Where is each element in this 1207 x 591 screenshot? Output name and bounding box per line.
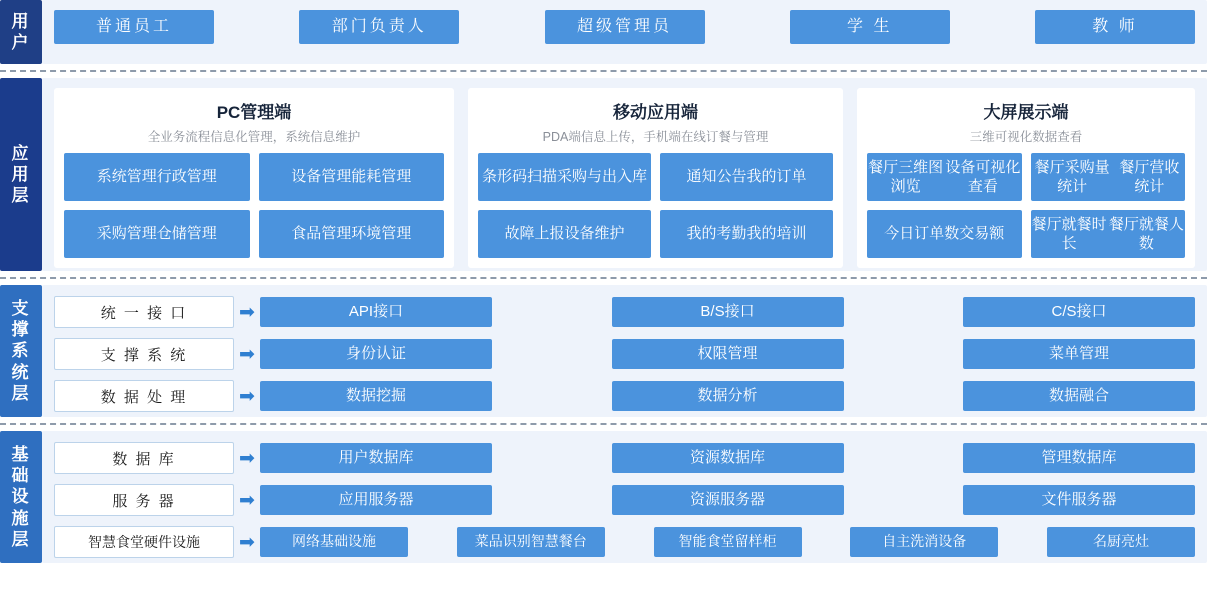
column-items bbox=[478, 153, 833, 258]
arrow-icon: ➡ bbox=[239, 301, 255, 323]
row-cells bbox=[260, 381, 1195, 411]
arrow-icon: ➡ bbox=[239, 343, 255, 365]
divider bbox=[0, 70, 1207, 72]
application-column-mobile bbox=[468, 88, 843, 268]
column-items bbox=[867, 153, 1185, 258]
infrastructure-cell[interactable]: 智能食堂留样柜 bbox=[654, 527, 802, 557]
row-head[interactable]: 统 一 接 口 bbox=[54, 296, 234, 328]
divider bbox=[0, 423, 1207, 425]
support-cell[interactable]: B/S接口 bbox=[612, 297, 844, 327]
app-feature-chip[interactable]: 我的考勤 我的培训 bbox=[660, 210, 833, 258]
user-role-chip[interactable]: 部门负责人 bbox=[299, 10, 459, 44]
row-head[interactable]: 数 据 库 bbox=[54, 442, 234, 474]
app-feature-chip[interactable]: 餐厅三维图浏览 设备可视化查看 bbox=[867, 153, 1022, 201]
support-band bbox=[0, 285, 1207, 417]
infrastructure-row bbox=[54, 526, 1195, 558]
app-feature-chip[interactable]: 设备管理 能耗管理 bbox=[259, 153, 445, 201]
user-band-label-text: 用户 bbox=[11, 11, 31, 52]
infrastructure-cell[interactable]: 自主洗消设备 bbox=[850, 527, 998, 557]
support-cell[interactable]: 身份认证 bbox=[260, 339, 492, 369]
infrastructure-cell[interactable]: 文件服务器 bbox=[963, 485, 1195, 515]
infrastructure-rows bbox=[42, 431, 1207, 569]
arrow-icon: ➡ bbox=[239, 447, 255, 469]
column-subtitle: 全业务流程信息化管理，系统信息维护 bbox=[147, 130, 361, 144]
user-band-label bbox=[0, 0, 42, 64]
support-cell[interactable]: 菜单管理 bbox=[963, 339, 1195, 369]
row-head[interactable]: 智慧食堂硬件设施 bbox=[54, 526, 234, 558]
row-cells bbox=[260, 339, 1195, 369]
support-band-label-text: 支撑系统层 bbox=[11, 298, 31, 403]
column-items bbox=[64, 153, 444, 258]
support-cell[interactable]: 数据挖掘 bbox=[260, 381, 492, 411]
user-role-chip[interactable]: 学 生 bbox=[790, 10, 950, 44]
column-title: 移动应用端 bbox=[613, 103, 698, 122]
application-band-label bbox=[0, 78, 42, 271]
application-band-label-text: 应用层 bbox=[11, 143, 31, 206]
app-feature-chip[interactable]: 条形码扫描 采购与出入库 bbox=[478, 153, 651, 201]
row-cells bbox=[260, 443, 1195, 473]
infrastructure-cell[interactable]: 名厨亮灶 bbox=[1047, 527, 1195, 557]
application-column-bigscreen bbox=[857, 88, 1195, 268]
infrastructure-cell[interactable]: 应用服务器 bbox=[260, 485, 492, 515]
support-cell[interactable]: 数据融合 bbox=[963, 381, 1195, 411]
support-rows bbox=[42, 285, 1207, 423]
infrastructure-cell[interactable]: 菜品识别智慧餐台 bbox=[457, 527, 605, 557]
row-cells bbox=[260, 527, 1195, 557]
infrastructure-row bbox=[54, 442, 1195, 474]
app-feature-chip[interactable]: 食品管理 环境管理 bbox=[259, 210, 445, 258]
column-subtitle: PDA端信息上传，手机端在线订餐与管理 bbox=[542, 130, 769, 144]
infrastructure-band bbox=[0, 431, 1207, 563]
app-feature-chip[interactable]: 故障上报 设备维护 bbox=[478, 210, 651, 258]
app-feature-chip[interactable]: 今日订单数 交易额 bbox=[867, 210, 1022, 258]
column-title: 大屏展示端 bbox=[983, 103, 1069, 122]
infrastructure-row bbox=[54, 484, 1195, 516]
app-feature-chip[interactable]: 通知公告 我的订单 bbox=[660, 153, 833, 201]
application-band-body bbox=[42, 78, 1207, 271]
arrow-icon: ➡ bbox=[239, 489, 255, 511]
column-subtitle: 三维可视化数据查看 bbox=[969, 130, 1083, 144]
row-head[interactable]: 服 务 器 bbox=[54, 484, 234, 516]
support-cell[interactable]: 权限管理 bbox=[612, 339, 844, 369]
infrastructure-band-label-text: 基础设施层 bbox=[11, 444, 31, 549]
infrastructure-cell[interactable]: 资源数据库 bbox=[612, 443, 844, 473]
user-band bbox=[0, 0, 1207, 64]
row-cells bbox=[260, 485, 1195, 515]
app-feature-chip[interactable]: 采购管理 仓储管理 bbox=[64, 210, 250, 258]
support-row bbox=[54, 338, 1195, 370]
arrow-icon: ➡ bbox=[239, 385, 255, 407]
user-band-body bbox=[42, 0, 1207, 64]
user-role-chip[interactable]: 普通员工 bbox=[54, 10, 214, 44]
support-band-body bbox=[42, 285, 1207, 417]
support-row bbox=[54, 380, 1195, 412]
row-head[interactable]: 数 据 处 理 bbox=[54, 380, 234, 412]
user-roles-list bbox=[42, 0, 1207, 54]
row-cells bbox=[260, 297, 1195, 327]
application-band bbox=[0, 78, 1207, 271]
support-row bbox=[54, 296, 1195, 328]
column-title: PC管理端 bbox=[216, 103, 292, 122]
support-band-label bbox=[0, 285, 42, 417]
support-cell[interactable]: 数据分析 bbox=[612, 381, 844, 411]
infrastructure-band-label bbox=[0, 431, 42, 563]
user-role-chip[interactable]: 教 师 bbox=[1035, 10, 1195, 44]
support-cell[interactable]: C/S接口 bbox=[963, 297, 1195, 327]
app-feature-chip[interactable]: 餐厅就餐时长 餐厅就餐人数 bbox=[1031, 210, 1186, 258]
infrastructure-band-body bbox=[42, 431, 1207, 563]
support-cell[interactable]: API接口 bbox=[260, 297, 492, 327]
infrastructure-cell[interactable]: 用户数据库 bbox=[260, 443, 492, 473]
arrow-icon: ➡ bbox=[239, 531, 255, 553]
infrastructure-cell[interactable]: 网络基础设施 bbox=[260, 527, 408, 557]
row-head[interactable]: 支 撑 系 统 bbox=[54, 338, 234, 370]
infrastructure-cell[interactable]: 资源服务器 bbox=[612, 485, 844, 515]
app-feature-chip[interactable]: 餐厅采购量统计 餐厅营收统计 bbox=[1031, 153, 1186, 201]
infrastructure-cell[interactable]: 管理数据库 bbox=[963, 443, 1195, 473]
application-columns bbox=[42, 78, 1207, 280]
user-role-chip[interactable]: 超级管理员 bbox=[545, 10, 705, 44]
app-feature-chip[interactable]: 系统管理 行政管理 bbox=[64, 153, 250, 201]
application-column-pc bbox=[54, 88, 454, 268]
